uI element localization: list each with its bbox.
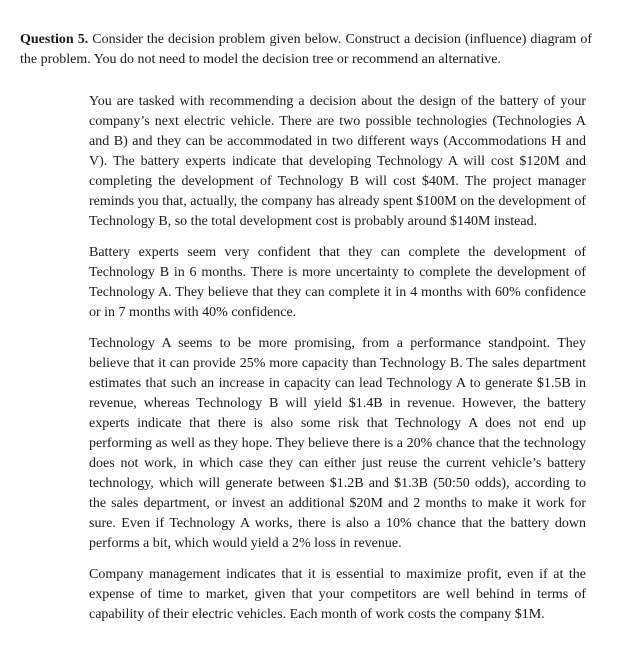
case-description	[89, 92, 586, 636]
question-label: Question 5.	[20, 32, 89, 47]
case-paragraph-3: Technology A seems to be more promising, from a performance standpoint. They believe that it can provide 25% more capacity than Technology B. The sales department estimates that such an increase in capacity can lead Technology A to generate $1.5B in revenue, whereas Technology B will yield $1.4B in revenue. However, the battery experts indicate that there is also some risk that Technology A does not end up performing as well as they hope. They believe there is a 20% chance that the technology does not work, in which case they can either just reuse the current vehicle’s battery technology, which will generate between $1.2B and $1.3B (50:50 odds), according to the sales department, or invest an additional $20M and 2 months to make it work for sure. Even if Technology A works, there is also a 10% chance that the battery down performs a bit, which would yield a 2% loss in revenue.	[89, 336, 586, 551]
case-paragraph-1: You are tasked with recommending a decision about the design of the battery of your company’s next electric vehicle. There are two possible technologies (Technologies A and B) and they can be accommodated in two different ways (Accommodations H and V). The battery experts indicate that developing Technology A will cost $120M and completing the development of Technology B will cost $40M. The project manager reminds you that, actually, the company has already spent $100M on the development of Technology B, so the total development cost is probably around $140M instead.	[89, 94, 586, 229]
case-paragraph-4: Company management indicates that it is essential to maximize profit, even if at the expense of time to market, given that your competitors are well behind in terms of capability of their electric vehicles. Each month of work costs the company $1M.	[89, 567, 586, 622]
question-block	[20, 30, 592, 70]
case-paragraph-2: Battery experts seem very confident that they can complete the development of Technology B in 6 months. There is more uncertainty to complete the development of Technology A. They believe that they can complete it in 4 months with 60% confidence or in 7 months with 40% confidence.	[89, 245, 586, 320]
question-prompt: Consider the decision problem given below. Construct a decision (influence) diagram of the problem. You do not need to model the decision tree or recommend an alternative.	[20, 32, 592, 67]
